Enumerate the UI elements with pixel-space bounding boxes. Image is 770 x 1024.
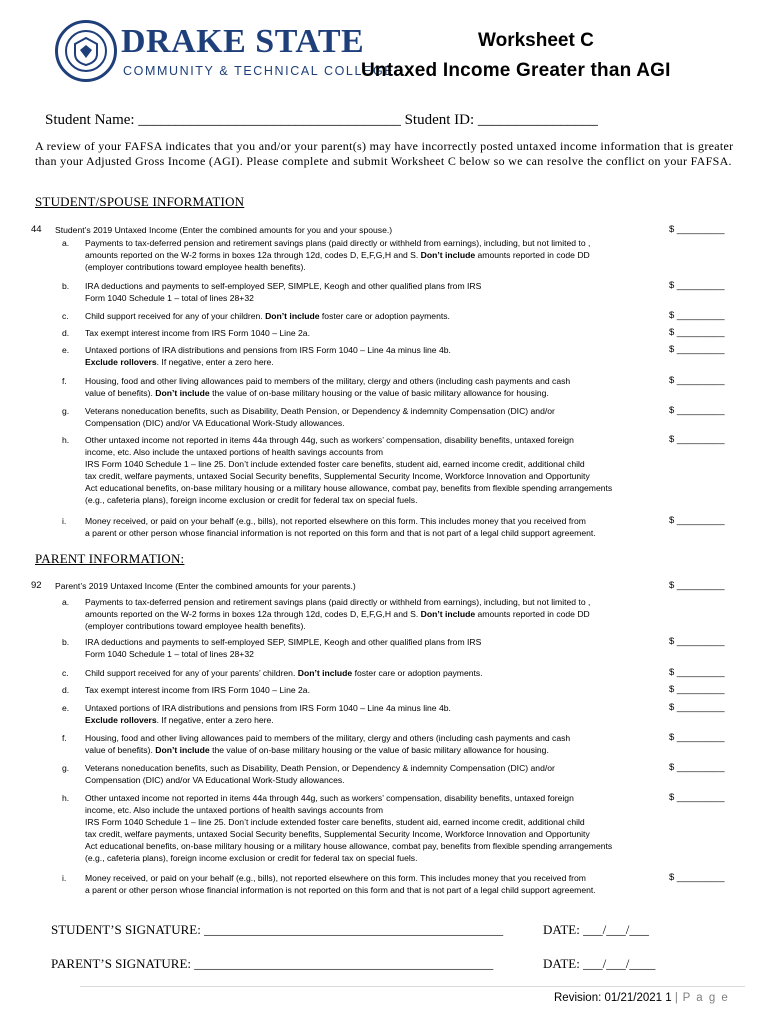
student-signature-row bbox=[51, 922, 503, 938]
parent-f-amount[interactable]: $ _________ bbox=[669, 732, 725, 743]
student-f-text: Housing, food and other living allowances paid to members of the military, clergy and others (including cash payments and cash value of benefits). Don’t include the value of on-base military housing or the value of basic military allowance for housing. bbox=[85, 376, 571, 398]
revision-date: Revision: 01/21/2021 bbox=[554, 992, 663, 1004]
parent-g-amount[interactable]: $ _________ bbox=[669, 762, 725, 773]
parent-d-text: Tax exempt interest income from IRS Form 1040 – Line 2a. bbox=[85, 685, 310, 695]
parent-date-row bbox=[543, 956, 655, 972]
page-number: 1 bbox=[665, 992, 672, 1004]
student-item-number: 44 bbox=[31, 224, 42, 235]
student-id-field[interactable]: ________________ bbox=[477, 112, 598, 128]
parent-c-text: Child support received for any of your parents’ children. Don’t include foster care or adoption payments. bbox=[85, 668, 483, 678]
college-name: DRAKE STATE bbox=[121, 23, 365, 60]
parent-date-label: DATE: bbox=[543, 956, 580, 971]
parent-i-letter: i. bbox=[62, 873, 67, 883]
student-h-amount[interactable]: $ _________ bbox=[669, 434, 725, 445]
parent-f-letter: f. bbox=[62, 733, 67, 743]
parent-h-letter: h. bbox=[62, 793, 70, 803]
student-name-label: Student Name: bbox=[45, 112, 135, 128]
student-date-row bbox=[543, 922, 649, 938]
student-c-amount[interactable]: $ _________ bbox=[669, 310, 725, 321]
student-name-field[interactable]: ___________________________________ bbox=[138, 112, 401, 128]
student-id-label: Student ID: bbox=[404, 112, 475, 128]
parent-d-letter: d. bbox=[62, 685, 70, 695]
student-e-amount[interactable]: $ _________ bbox=[669, 344, 725, 355]
parent-lead-text: Parent’s 2019 Untaxed Income (Enter the combined amounts for your parents.) bbox=[55, 581, 356, 591]
student-b-amount[interactable]: $ _________ bbox=[669, 280, 725, 291]
student-d-text: Tax exempt interest income from IRS Form 1040 – Line 2a. bbox=[85, 328, 310, 338]
parent-date-field[interactable]: ___/___/____ bbox=[583, 956, 656, 971]
parent-h-text: Other untaxed income not reported in items 44a through 44g, such as workers’ compensation, disability benefits, untaxed foreign income, etc. Also include the untaxed portions of health savings accounts from IRS Form 1040 Schedule 1 – line 25. Don’t include extended foster care benefits, student aid, earned income credit, additional child tax credit, welfare payments, untaxed Social Security benefits, Supplemental Security Income, Workforce Innovation and Opportunity Act educational benefits, on-base military housing or a military house allowance, combat pay, benefits from flexible spending arrangements (e.g., cafeteria plans), foreign income exclusion or credit for federal tax on special fuels. bbox=[85, 793, 613, 863]
page-word: P a g e bbox=[682, 992, 730, 1004]
footer-divider bbox=[80, 986, 745, 987]
page-separator: | bbox=[674, 992, 680, 1004]
student-f-letter: f. bbox=[62, 376, 67, 386]
student-lead-text: Student’s 2019 Untaxed Income (Enter the combined amounts for you and your spouse.) bbox=[55, 225, 393, 235]
student-date-field[interactable]: ___/___/___ bbox=[583, 922, 649, 937]
student-signature-field[interactable]: ______________________________________________ bbox=[204, 922, 504, 937]
parent-a-text: Payments to tax-deferred pension and retirement savings plans (paid directly or withheld from earnings), including, but not limited to , amounts reported on the W-2 forms in boxes 12a through 12d, codes D, E,F,G,H and S. Don’t include amounts reported in code DD (employer contributions toward employee health benefits). bbox=[85, 597, 591, 631]
student-c-text: Child support received for any of your children. Don’t include foster care or adoption payments. bbox=[85, 311, 450, 321]
student-g-text: Veterans noneducation benefits, such as Disability, Death Pension, or Dependency & indemnity Compensation (DIC) and/or Compensation (DIC) and/or VA Educational Work-Study allowances. bbox=[85, 406, 555, 428]
student-h-letter: h. bbox=[62, 435, 70, 445]
intro-paragraph: A review of your FAFSA indicates that you and/or your parent(s) may have incorrectly posted untaxed income information that is greater than your Adjusted Gross Income (AGI). Please complete and submit Worksheet C below so we can resolve the conflict on your FAFSA. bbox=[35, 139, 734, 168]
parent-f-text: Housing, food and other living allowances paid to members of the military, clergy and others (including cash payments and cash value of benefits). Don’t include the value of on-base military housing or the value of basic military allowance for housing. bbox=[85, 733, 571, 755]
parent-b-letter: b. bbox=[62, 637, 70, 647]
parent-d-amount[interactable]: $ _________ bbox=[669, 684, 725, 695]
student-signature-label: STUDENT’S SIGNATURE: bbox=[51, 922, 201, 937]
student-total-amount[interactable]: $ _________ bbox=[669, 224, 725, 235]
worksheet-subtitle: Untaxed Income Greater than AGI bbox=[361, 60, 671, 81]
student-e-letter: e. bbox=[62, 345, 70, 355]
page-footer bbox=[554, 992, 729, 1004]
parent-g-letter: g. bbox=[62, 763, 70, 773]
parent-signature-row bbox=[51, 956, 493, 972]
student-date-label: DATE: bbox=[543, 922, 580, 937]
student-d-letter: d. bbox=[62, 328, 70, 338]
student-section-heading: STUDENT/SPOUSE INFORMATION bbox=[35, 194, 245, 209]
parent-e-letter: e. bbox=[62, 703, 70, 713]
student-f-amount[interactable]: $ _________ bbox=[669, 375, 725, 386]
parent-section-heading: PARENT INFORMATION: bbox=[35, 551, 185, 566]
parent-b-text: IRA deductions and payments to self-employed SEP, SIMPLE, Keogh and other qualified plans from IRS Form 1040 Schedule 1 – total of lines 28+32 bbox=[85, 637, 482, 659]
student-h-text: Other untaxed income not reported in items 44a through 44g, such as workers’ compensation, disability benefits, untaxed foreign income, etc. Also include the untaxed portions of health savings accounts from IRS Form 1040 Schedule 1 – line 25. Don’t include extended foster care benefits, student aid, earned income credit, additional child tax credit, welfare payments, untaxed Social Security benefits, Supplemental Security Income, Workforce Innovation and Opportunity Act educational benefits, on-base military housing or a military house allowance, combat pay, benefits from flexible spending arrangements (e.g., cafeteria plans), foreign income exclusion or credit for federal tax on special fuels. bbox=[85, 435, 613, 505]
student-g-letter: g. bbox=[62, 406, 70, 416]
college-seal-icon bbox=[55, 20, 117, 82]
student-d-amount[interactable]: $ _________ bbox=[669, 327, 725, 338]
parent-a-letter: a. bbox=[62, 597, 70, 607]
student-b-text: IRA deductions and payments to self-employed SEP, SIMPLE, Keogh and other qualified plans from IRS Form 1040 Schedule 1 – total of lines 28+32 bbox=[85, 281, 482, 303]
parent-signature-field[interactable]: ______________________________________________ bbox=[194, 956, 494, 971]
student-i-amount[interactable]: $ _________ bbox=[669, 515, 725, 526]
parent-b-amount[interactable]: $ _________ bbox=[669, 636, 725, 647]
college-subtitle: COMMUNITY & TECHNICAL COLLEGE bbox=[123, 64, 395, 78]
parent-g-text: Veterans noneducation benefits, such as Disability, Death Pension, or Dependency & indemnity Compensation (DIC) and/or Compensation (DIC) and/or VA Educational Work-Study allowances. bbox=[85, 763, 555, 785]
parent-e-text: Untaxed portions of IRA distributions and pensions from IRS Form 1040 – Line 4a minus line 4b. Exclude rollovers. If negative, enter a zero here. bbox=[85, 703, 451, 725]
student-b-letter: b. bbox=[62, 281, 70, 291]
student-id-line bbox=[45, 112, 598, 129]
student-a-text: Payments to tax-deferred pension and retirement savings plans (paid directly or withheld from earnings), including, but not limited to , amounts reported on the W-2 forms in boxes 12a through 12d, codes D, E,F,G,H and S. Don’t include amounts reported in code DD (employer contributions toward employee health benefits). bbox=[85, 238, 591, 272]
college-logo bbox=[55, 20, 395, 86]
parent-signature-label: PARENT’S SIGNATURE: bbox=[51, 956, 192, 971]
student-g-amount[interactable]: $ _________ bbox=[669, 405, 725, 416]
parent-i-amount[interactable]: $ _________ bbox=[669, 872, 725, 883]
parent-total-amount[interactable]: $ _________ bbox=[669, 580, 725, 591]
student-e-text: Untaxed portions of IRA distributions and pensions from IRS Form 1040 – Line 4a minus line 4b. Exclude rollovers. If negative, enter a zero here. bbox=[85, 345, 451, 367]
student-c-letter: c. bbox=[62, 311, 69, 321]
parent-c-amount[interactable]: $ _________ bbox=[669, 667, 725, 678]
parent-e-amount[interactable]: $ _________ bbox=[669, 702, 725, 713]
parent-h-amount[interactable]: $ _________ bbox=[669, 792, 725, 803]
parent-c-letter: c. bbox=[62, 668, 69, 678]
worksheet-title: Worksheet C bbox=[478, 30, 594, 51]
parent-i-text: Money received, or paid on your behalf (e.g., bills), not reported elsewhere on this form. This includes money that you received from a parent or other person whose financial information is not reported on this form and that is not part of a legal child support agreement. bbox=[85, 873, 596, 895]
student-i-text: Money received, or paid on your behalf (e.g., bills), not reported elsewhere on this form. This includes money that you received from a parent or other person whose financial information is not reported on this form and that is not part of a legal child support agreement. bbox=[85, 516, 596, 538]
parent-item-number: 92 bbox=[31, 580, 42, 591]
student-i-letter: i. bbox=[62, 516, 67, 526]
student-a-letter: a. bbox=[62, 238, 70, 248]
